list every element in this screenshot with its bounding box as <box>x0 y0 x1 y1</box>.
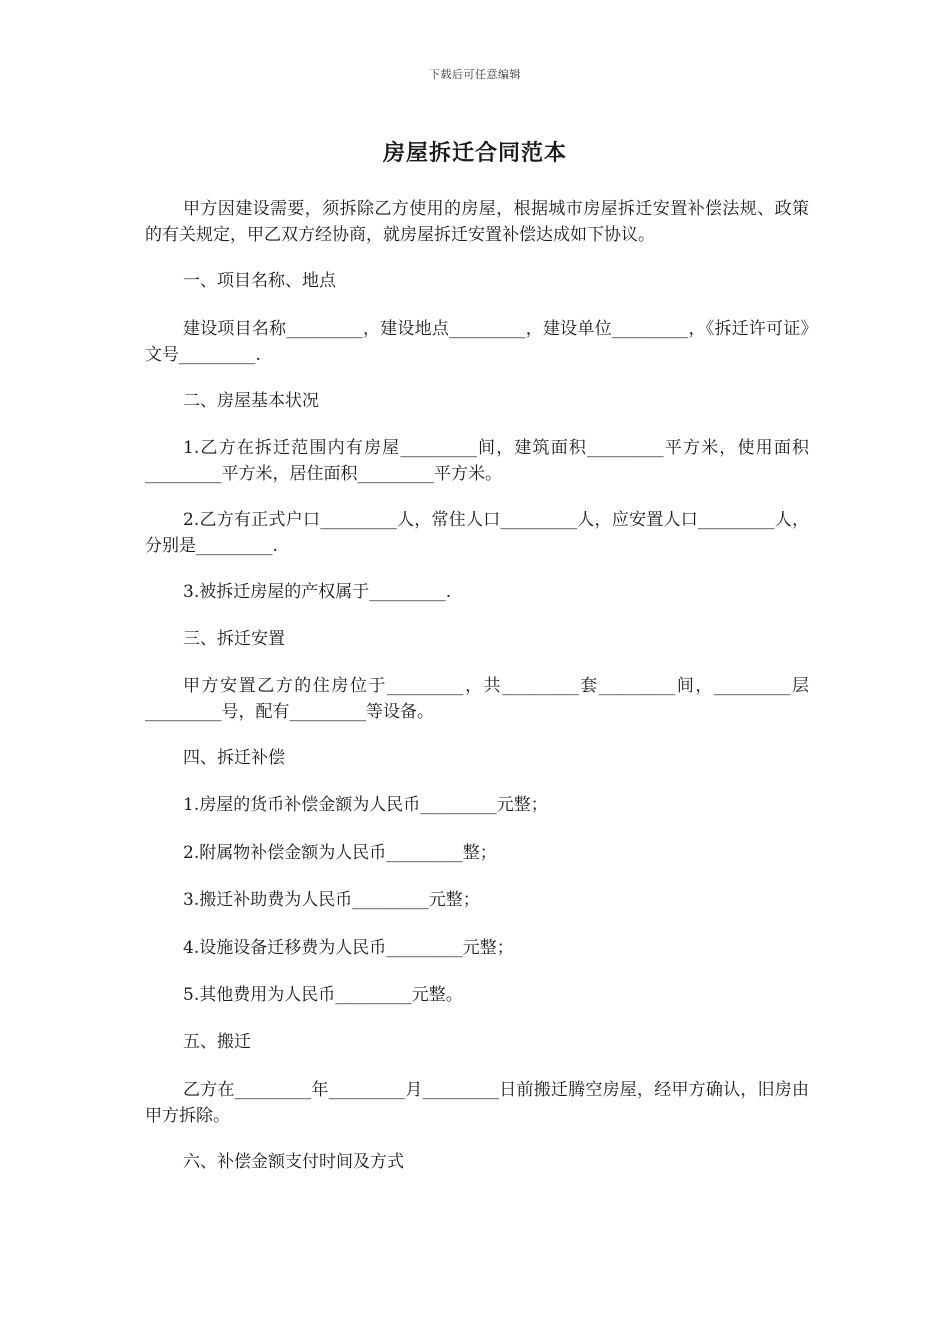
section-heading-2: 二、房屋基本状况 <box>183 391 319 411</box>
paragraph-compensation-2: 2.附属物补偿金额为人民币_________整； <box>183 843 497 863</box>
paragraph-project-info: 建设项目名称_________，建设地点_________，建设单位_________，《拆迁许可证》文号_________. <box>145 319 809 365</box>
section-heading-5: 五、搬迁 <box>183 1032 251 1052</box>
section-heading-4: 四、拆迁补偿 <box>183 748 285 768</box>
paragraph-relocation: 乙方在_________年_________月_________日前搬迁腾空房屋，经甲方确认，旧房由甲方拆除。 <box>145 1080 809 1126</box>
paragraph-ownership: 3.被拆迁房屋的产权属于_________. <box>183 582 452 602</box>
document-title: 房屋拆迁合同范本 <box>382 140 567 166</box>
paragraph-house-area: 1.乙方在拆迁范围内有房屋_________间，建筑面积_________平方米，使用面积_________平方米，居住面积_________平方米。 <box>145 438 809 484</box>
section-heading-1: 一、项目名称、地点 <box>183 271 336 291</box>
paragraph-compensation-3: 3.搬迁补助费为人民币_________元整； <box>183 890 480 910</box>
paragraph-household: 2.乙方有正式户口_________人，常住人口_________人，应安置人口_________人，分别是_________. <box>145 510 809 556</box>
section-heading-3: 三、拆迁安置 <box>183 629 285 649</box>
paragraph-compensation-1: 1.房屋的货币补偿金额为人民币_________元整； <box>183 795 548 815</box>
paragraph-resettlement: 甲方安置乙方的住房位于_________，共_________套_________间，_________层_________号，配有_________等设备。 <box>145 676 809 722</box>
paragraph-compensation-5: 5.其他费用为人民币_________元整。 <box>183 985 463 1005</box>
paragraph-compensation-4: 4.设施设备迁移费为人民币_________元整； <box>183 938 514 958</box>
section-heading-6: 六、补偿金额支付时间及方式 <box>183 1152 404 1172</box>
header-note: 下载后可任意编辑 <box>429 68 521 81</box>
paragraph-intro: 甲方因建设需要，须拆除乙方使用的房屋，根据城市房屋拆迁安置补偿法规、政策的有关规定，甲乙双方经协商，就房屋拆迁安置补偿达成如下协议。 <box>145 199 809 245</box>
